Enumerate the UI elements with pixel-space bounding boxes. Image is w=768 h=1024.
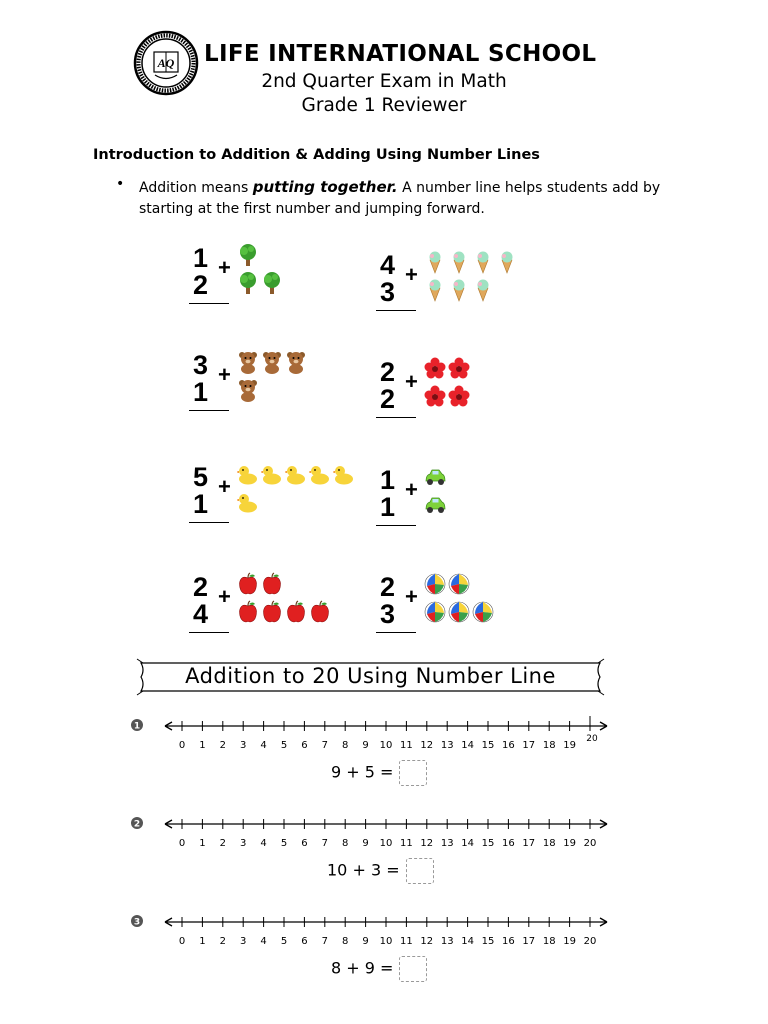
duck-icon (261, 462, 283, 486)
exam-title: 2nd Quarter Exam in Math (261, 71, 507, 92)
teddy-bear-icon (237, 378, 259, 402)
addition-problem (185, 350, 375, 430)
duck-icon (285, 462, 307, 486)
tick-label: 13 (440, 838, 454, 849)
plus-sign: + (405, 584, 418, 609)
addition-problem (372, 250, 562, 330)
addition-problem (185, 243, 375, 323)
tick-label: 9 (362, 740, 369, 751)
tick-label: 17 (522, 838, 536, 849)
addend-bottom: 4 (193, 599, 209, 629)
picture-group (424, 357, 564, 413)
tick-label: 16 (502, 936, 515, 947)
tick-label: 14 (461, 838, 474, 849)
tick-label: 15 (481, 838, 495, 849)
tree-icon (237, 243, 259, 267)
number-line (130, 716, 620, 756)
apple-icon (237, 600, 259, 624)
addend-bottom: 3 (380, 599, 396, 629)
tick-label: 5 (280, 838, 288, 849)
equation (331, 760, 427, 786)
tick-label: 6 (301, 838, 308, 849)
answer-line (189, 303, 229, 304)
tick-label: 20 (583, 936, 597, 947)
banner-title: Addition to 20 Using Number Line (185, 664, 556, 688)
addend-bottom: 2 (380, 384, 396, 414)
tick-label: 15 (481, 740, 495, 751)
tick-label: 20 (586, 734, 598, 744)
tick-label: 2 (219, 936, 226, 947)
tick-label: 19 (563, 740, 576, 751)
tick-label: 11 (400, 936, 413, 947)
picture-group (424, 465, 564, 521)
plus-sign: + (218, 584, 231, 609)
equation-text: 10 + 3 = (327, 860, 400, 880)
answer-line (189, 632, 229, 633)
tick-label: 9 (362, 838, 369, 849)
flower-icon (424, 357, 446, 381)
answer-line (376, 632, 416, 633)
addend-bottom: 1 (380, 492, 396, 522)
answer-line (189, 410, 229, 411)
addend-top: 1 (193, 243, 209, 273)
addend-top: 2 (193, 572, 209, 602)
tick-label: 1 (199, 936, 206, 947)
ice-cream-icon (448, 278, 470, 302)
tick-label: 17 (522, 936, 536, 947)
ice-cream-icon (472, 250, 494, 274)
duck-icon (333, 462, 355, 486)
duck-icon (309, 462, 331, 486)
plus-sign: + (218, 362, 231, 387)
exercise-number: 2 (133, 819, 141, 830)
addend-top: 4 (380, 250, 396, 280)
tick-label: 16 (502, 838, 515, 849)
number-line-exercise (130, 814, 620, 854)
tick-label: 11 (400, 838, 413, 849)
tick-label: 2 (219, 740, 226, 751)
tick-label: 14 (461, 740, 474, 751)
tick-label: 12 (420, 838, 434, 849)
addend-top: 3 (193, 350, 209, 380)
beach-ball-icon (448, 600, 470, 624)
section-title: Introduction to Addition & Adding Using Number Lines (93, 147, 540, 163)
tick-label: 4 (260, 740, 267, 751)
tick-label: 10 (379, 740, 393, 751)
answer-line (376, 310, 416, 311)
tick-label: 2 (219, 838, 226, 849)
header (0, 28, 768, 123)
picture-group (237, 350, 377, 406)
tree-icon (237, 271, 259, 295)
addend-bottom: 1 (193, 489, 209, 519)
plus-sign: + (405, 369, 418, 394)
addend-top: 1 (380, 465, 396, 495)
ice-cream-icon (496, 250, 518, 274)
equation-text: 9 + 5 = (331, 762, 394, 782)
tick-label: 0 (178, 740, 186, 751)
tick-label: 18 (542, 740, 556, 751)
tick-label: 8 (342, 740, 349, 751)
addend-bottom: 2 (193, 270, 209, 300)
number-line (130, 814, 620, 854)
picture-group (237, 243, 377, 299)
equation-text: 8 + 9 = (331, 958, 394, 978)
number-line-banner (133, 657, 608, 697)
tick-label: 1 (199, 838, 206, 849)
school-name: LIFE INTERNATIONAL SCHOOL (204, 41, 597, 67)
picture-group (237, 572, 377, 628)
ice-cream-icon (424, 250, 446, 274)
bullet-text: Addition means putting together. A number line helps students add by starting at the first number and jumping forward. (139, 178, 661, 217)
tick-label: 0 (178, 936, 186, 947)
flower-icon (424, 385, 446, 409)
addition-problem (372, 572, 562, 652)
tick-label: 4 (260, 838, 267, 849)
ice-cream-icon (448, 250, 470, 274)
addend-bottom: 1 (193, 377, 209, 407)
tick-label: 6 (301, 740, 308, 751)
tick-label: 6 (301, 936, 308, 947)
tick-label: 5 (280, 936, 288, 947)
picture-group (237, 462, 377, 518)
tick-label: 19 (563, 838, 576, 849)
addend-top: 2 (380, 572, 396, 602)
flower-icon (448, 357, 470, 381)
plus-sign: + (405, 262, 418, 287)
tick-label: 14 (461, 936, 474, 947)
ice-cream-icon (472, 278, 494, 302)
tick-label: 8 (342, 838, 349, 849)
car-icon (424, 493, 446, 517)
tick-label: 8 (342, 936, 349, 947)
tick-label: 7 (321, 838, 328, 849)
answer-box[interactable] (406, 858, 434, 884)
tick-label: 18 (542, 838, 556, 849)
tick-label: 18 (542, 936, 556, 947)
ice-cream-icon (424, 278, 446, 302)
tick-label: 3 (240, 838, 247, 849)
exercise-number: 1 (133, 721, 141, 732)
equation (331, 956, 427, 982)
teddy-bear-icon (261, 350, 283, 374)
tick-label: 12 (420, 740, 434, 751)
apple-icon (309, 600, 331, 624)
answer-line (189, 522, 229, 523)
plus-sign: + (218, 474, 231, 499)
tick-label: 15 (481, 936, 495, 947)
tick-label: 1 (199, 740, 206, 751)
answer-line (376, 525, 416, 526)
answer-box[interactable] (399, 956, 427, 982)
answer-line (376, 417, 416, 418)
apple-icon (285, 600, 307, 624)
tree-icon (261, 271, 283, 295)
tick-label: 3 (240, 740, 247, 751)
number-line (130, 912, 620, 952)
picture-group (424, 572, 564, 628)
plus-sign: + (218, 255, 231, 280)
tick-label: 7 (321, 936, 328, 947)
flower-icon (448, 385, 470, 409)
addend-bottom: 3 (380, 277, 396, 307)
tick-label: 11 (400, 740, 413, 751)
beach-ball-icon (448, 572, 470, 596)
tick-label: 13 (440, 936, 454, 947)
tick-label: 16 (502, 740, 515, 751)
beach-ball-icon (424, 600, 446, 624)
grade-title: Grade 1 Reviewer (301, 95, 467, 116)
bullet-symbol: • (116, 176, 125, 192)
tick-label: 7 (321, 740, 328, 751)
plus-sign: + (405, 477, 418, 502)
tick-label: 10 (379, 936, 393, 947)
equation (327, 858, 434, 884)
apple-icon (261, 600, 283, 624)
car-icon (424, 465, 446, 489)
teddy-bear-icon (285, 350, 307, 374)
tick-label: 9 (362, 936, 369, 947)
beach-ball-icon (472, 600, 494, 624)
beach-ball-icon (424, 572, 446, 596)
addition-problem (185, 572, 375, 652)
addition-problem (185, 462, 375, 542)
tick-label: 10 (379, 838, 393, 849)
addend-top: 5 (193, 462, 209, 492)
exercise-number: 3 (133, 917, 141, 928)
tick-label: 20 (583, 838, 597, 849)
number-line-exercise (130, 912, 620, 952)
picture-group (424, 250, 564, 306)
number-line-exercise (130, 716, 620, 756)
addition-problem (372, 465, 562, 545)
addend-top: 2 (380, 357, 396, 387)
duck-icon (237, 462, 259, 486)
teddy-bear-icon (237, 350, 259, 374)
svg-text:AQ: AQ (157, 56, 175, 70)
tick-label: 12 (420, 936, 434, 947)
tick-label: 5 (280, 740, 288, 751)
duck-icon (237, 490, 259, 514)
tick-label: 17 (522, 740, 536, 751)
tick-label: 4 (260, 936, 267, 947)
tick-label: 13 (440, 740, 454, 751)
tick-label: 3 (240, 936, 247, 947)
addition-problem (372, 357, 562, 437)
apple-icon (261, 572, 283, 596)
tick-label: 0 (178, 838, 186, 849)
tick-label: 19 (563, 936, 576, 947)
apple-icon (237, 572, 259, 596)
answer-box[interactable] (399, 760, 427, 786)
